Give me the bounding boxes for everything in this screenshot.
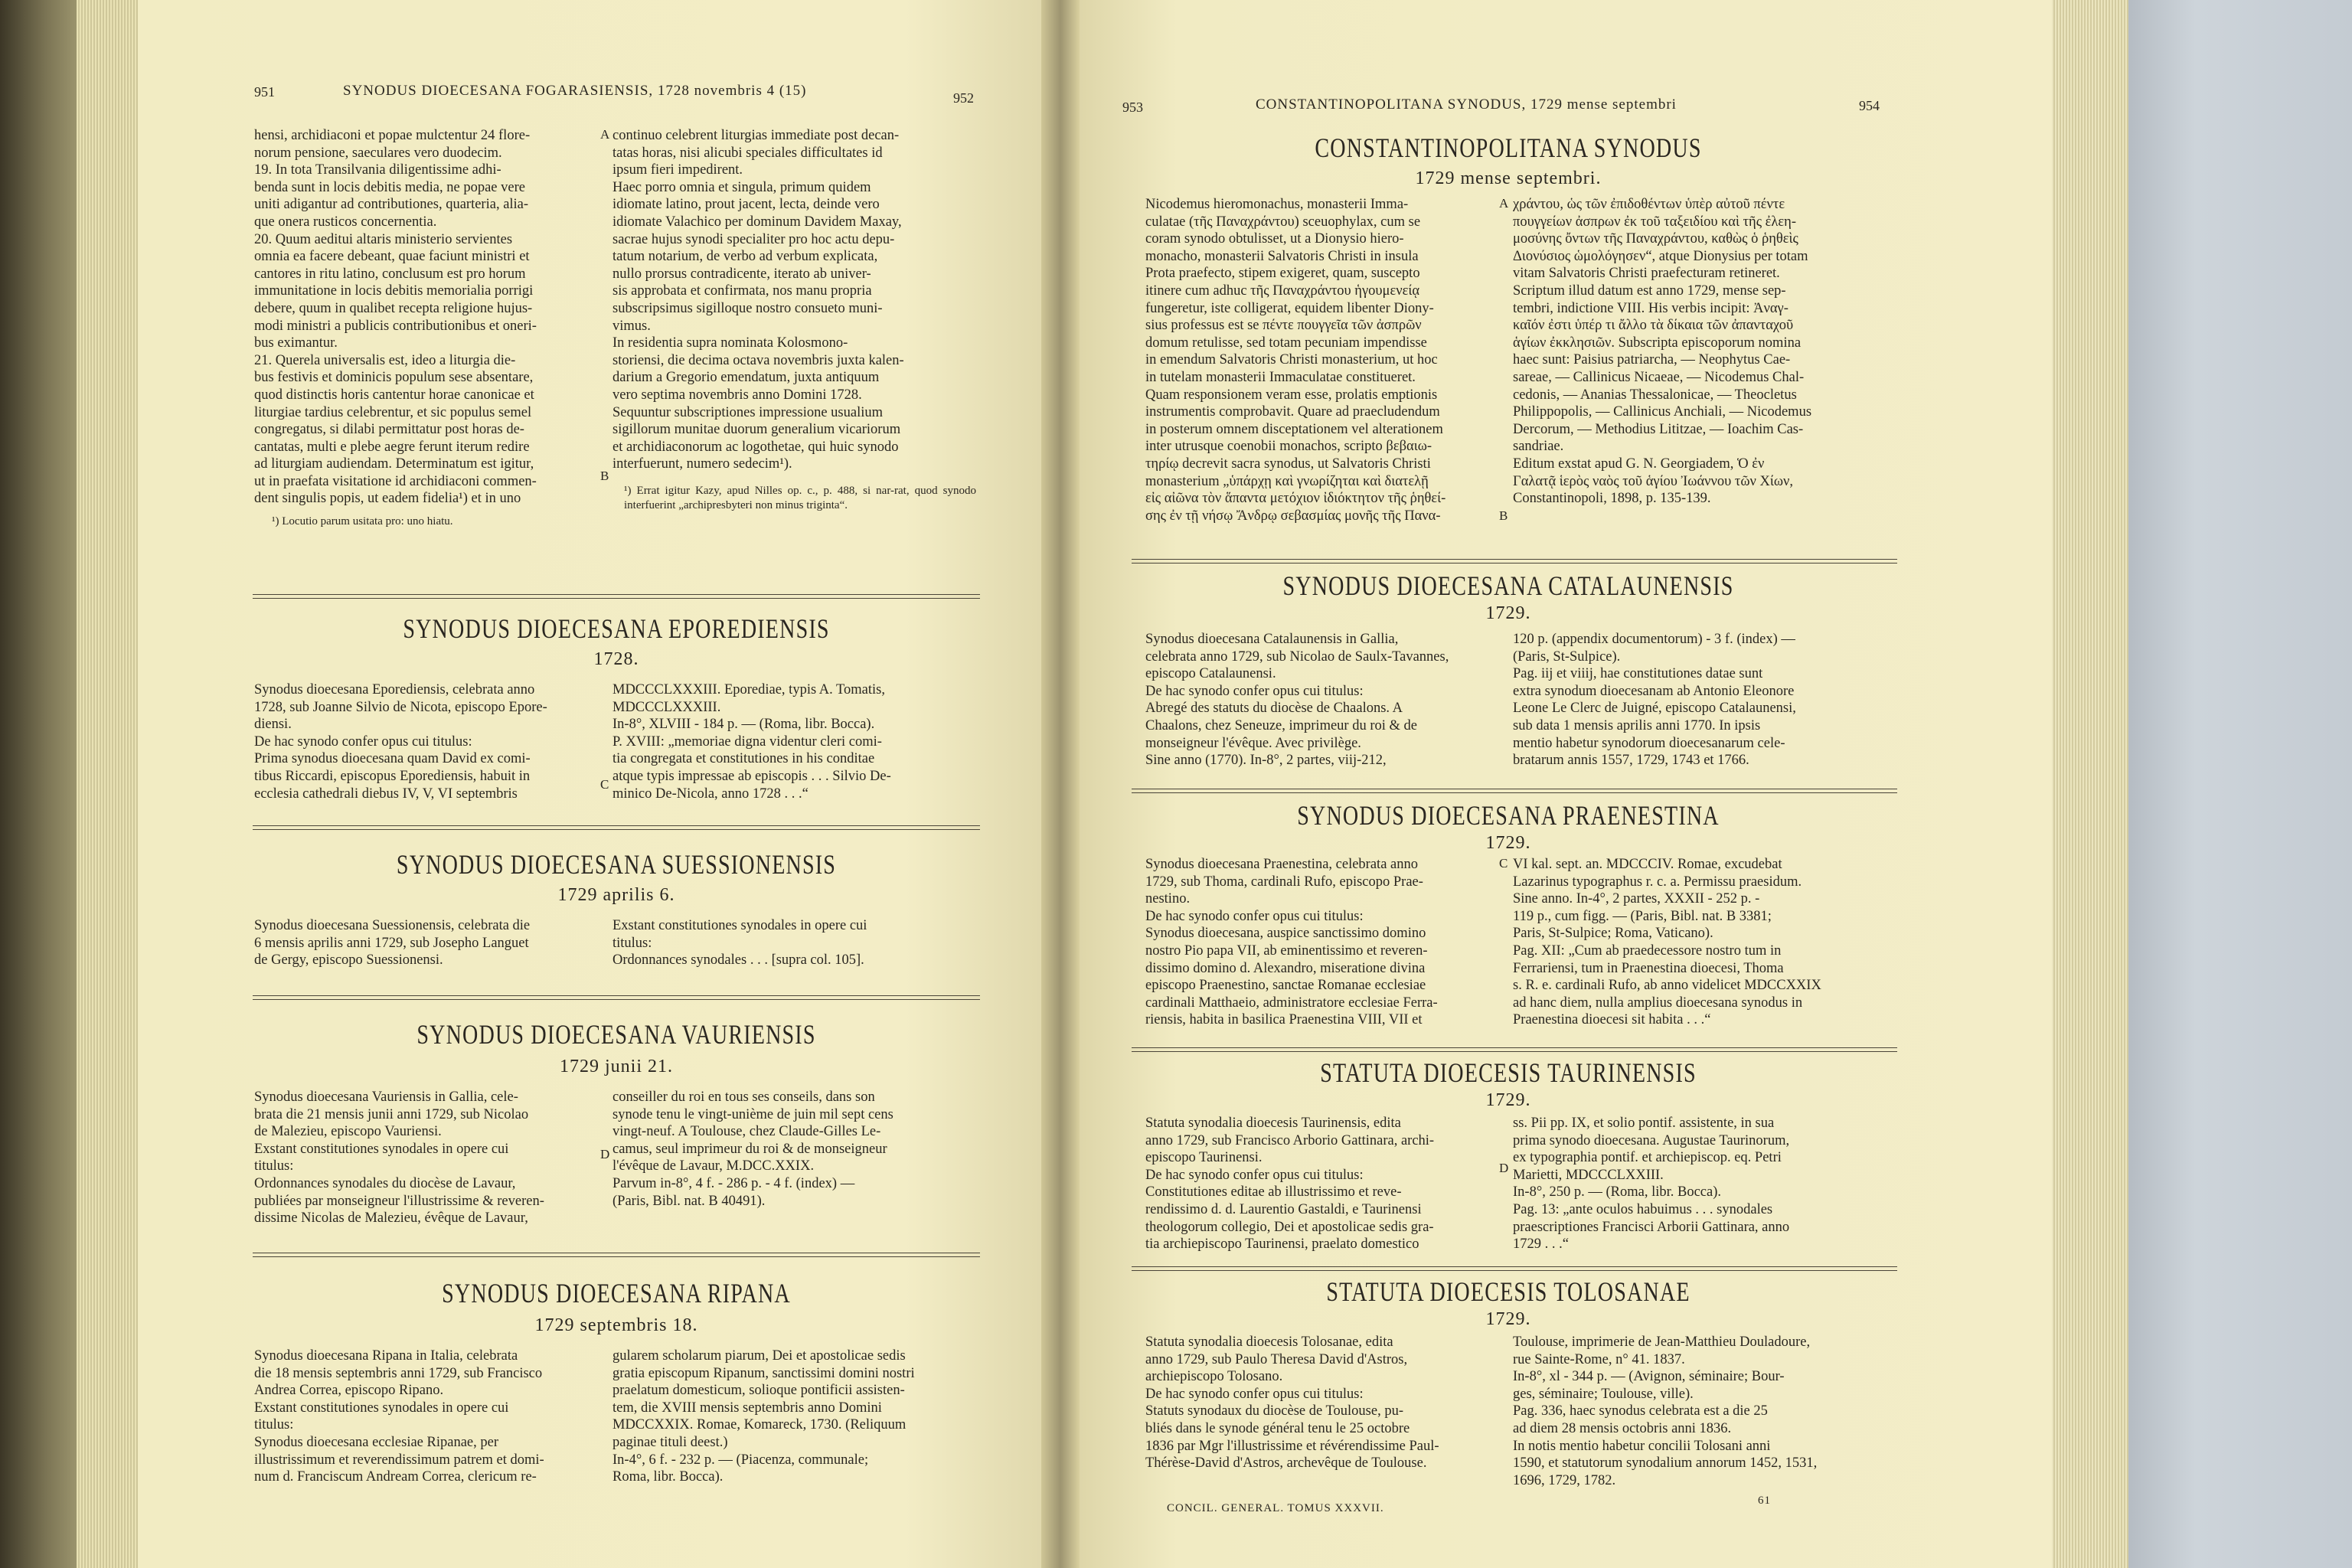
text-line: ecclesia cathedrali diebus IV, V, VI septembris (254, 786, 518, 802)
text-line: culatae (τῆς Παναχράντου) sceuophylax, cum se (1145, 214, 1421, 230)
text-line: Pag. 336, haec synodus celebrata est a die 25 (1513, 1403, 1768, 1419)
section-rule (1132, 789, 1897, 793)
running-header: SYNODUS DIOECESANA FOGARASIENSIS, 1728 novembris 4 (15) (343, 83, 807, 99)
text-line: MDCCCLXXXIII. (612, 699, 721, 715)
text-line: tia congregata et constitutiones in his conditae (612, 751, 875, 767)
text-line: in emendum Salvatoris Christi monasterium, ut hoc (1145, 352, 1438, 368)
text-line: Chaalons, chez Seneuze, imprimeur du roi & de (1145, 717, 1417, 733)
text-line: Ordonnances synodales . . . [supra col. 105]. (612, 952, 864, 969)
text-line: Synodus dioecesana Suessionensis, celebrata die (254, 918, 531, 933)
text-column (1145, 856, 1498, 1029)
text-line: Editum exstat apud G. N. Georgiadem, Ὁ ἐν (1513, 456, 1765, 472)
text-line: Διονύσιος ὡμολόγησεν“, atque Dionysius per totam (1513, 248, 1808, 264)
text-column (1145, 1334, 1498, 1472)
text-line: P. XVIII: „memoriae digna videntur cleri comi- (612, 733, 882, 750)
text-line: in tutelam monasterii Immaculatae constitueret. (1145, 369, 1416, 385)
margin-letter: C (1499, 856, 1508, 871)
text-column (612, 1348, 978, 1486)
text-line: continuo celebrent liturgias immediate post decan- (612, 128, 900, 143)
text-line: praescriptiones Francisci Arborii Gattinara, anno (1513, 1219, 1790, 1235)
text-line: Praenestina dioecesi sit habita . . .“ (1513, 1012, 1711, 1028)
text-line: Toulouse, imprimerie de Jean-Matthieu Douladoure, (1513, 1334, 1811, 1350)
text-line: VI kal. sept. an. MDCCCIV. Romae, excudebat (1513, 857, 1782, 872)
text-line: nostro Pio papa VII, ab eminentissimo et reveren- (1145, 942, 1428, 959)
section-title: SYNODUS DIOECESANA EPOREDIENSIS (403, 613, 830, 644)
column-number: 954 (1859, 98, 1880, 113)
section-date: 1729. (1485, 1309, 1531, 1329)
section-date: 1729. (1485, 833, 1531, 853)
text-line: In-4°, 6 f. - 232 p. — (Piacenza, communale; (612, 1452, 869, 1468)
text-line: Statuts synodaux du diocèse de Toulouse, pu- (1145, 1403, 1403, 1419)
section-title: CONSTANTINOPOLITANA SYNODUS (1315, 132, 1702, 163)
section-date: 1728. (593, 649, 639, 669)
text-line: publiées par monseigneur l'illustrissime & reveren- (254, 1193, 544, 1209)
text-line: bliés dans le synode général tenu le 25 octobre (1145, 1420, 1410, 1436)
text-line: tatum notarium, de verbo ad verbum explicata, (612, 249, 878, 265)
text-line: Marietti, MDCCCLXXIII. (1513, 1167, 1664, 1183)
text-line: brata die 21 mensis junii anni 1729, sub Nicolao (254, 1106, 529, 1122)
column-number: 951 (254, 84, 275, 100)
text-line: Abregé des statuts du diocèse de Chaalons. A (1145, 701, 1403, 717)
text-line: fungeretur, iste colligerat, equidem libenter Diony- (1145, 300, 1434, 316)
text-line: Synodus dioecesana Vauriensis in Gallia, cele- (254, 1089, 518, 1105)
text-line: τηρίῳ decrevit sacra synodus, ut Salvatoris Christi (1145, 456, 1431, 472)
text-column (1513, 1115, 1888, 1253)
text-line: vingt-neuf. A Toulouse, chez Claude-Gilles Le- (612, 1124, 881, 1140)
footnote: ¹) Errat igitur Kazy, apud Nilles op. c., p. 488, si nar-rat, quod synodo interfuerint „archipresbyteri non minus triginta“. (624, 485, 976, 511)
text-line: In-8°, 250 p. — (Roma, libr. Bocca). (1513, 1184, 1721, 1200)
section-title: SYNODUS DIOECESANA SUESSIONENSIS (396, 849, 837, 880)
text-line: πουγγείων ἀσπρων ἐκ τοῦ ταξειδίου καὶ τῆς ἐλεη- (1513, 214, 1796, 230)
text-line: (Paris, Bibl. nat. B 40491). (612, 1193, 766, 1209)
text-line: liturgiae tardius celebrentur, et sic populus semel (254, 404, 532, 420)
text-column (1145, 631, 1498, 769)
text-line: tatas horas, nisi alicubi speciales difficultates id (612, 145, 883, 161)
text-line: 1729, sub Thoma, cardinali Rufo, episcopo Prae- (1145, 874, 1423, 890)
section-rule (253, 1253, 980, 1257)
text-line: archiepiscopo Tolosano. (1145, 1369, 1283, 1385)
text-line: Dercorum, — Methodius Lititzae, — Ioachim Cas- (1513, 421, 1804, 437)
text-line: Thérèse-David d'Astros, archevêque de Toulouse. (1145, 1455, 1427, 1472)
text-line: sis approbata et confirmata, nos manu propria (612, 283, 872, 299)
text-line: ss. Pii pp. IX, et solio pontif. assistente, in sua (1513, 1116, 1775, 1131)
text-line: Sequuntur subscriptiones impressione usualium (612, 404, 884, 420)
text-line: tembri, indictione VIII. His verbis incipit: Ἀναγ- (1513, 300, 1788, 316)
text-column (1513, 856, 1888, 1029)
text-line: 6 mensis aprilis anni 1729, sub Josepho Languet (254, 935, 529, 951)
text-line: σης ἐν τῇ νήσῳ Ἄνδρῳ σεβασμίας μονῆς τῆς Πανα- (1145, 508, 1441, 524)
text-line: die 18 mensis septembris anni 1729, sub Francisco (254, 1365, 543, 1381)
text-line: Constantinopoli, 1898, p. 135-139. (1513, 491, 1711, 507)
text-line: vero septima novembris anno Domini 1728. (612, 387, 862, 403)
section-title: SYNODUS DIOECESANA VAURIENSIS (416, 1019, 816, 1050)
text-line: Synodus dioecesana Praenestina, celebrata anno (1145, 857, 1418, 872)
text-line: episcopo Catalaunensi. (1145, 666, 1276, 682)
text-column (612, 127, 978, 473)
text-line: De hac synodo confer opus cui titulus: (254, 733, 472, 750)
background-left (0, 0, 77, 1568)
text-line: congregatus, si dilabi permittatur post horas de- (254, 422, 524, 438)
text-line: 1696, 1729, 1782. (1513, 1472, 1616, 1488)
text-line: 1728, sub Joanne Silvio de Nicota, episcopo Epore- (254, 699, 547, 715)
text-line: illustrissimum et reverendissimum patrem et domi- (254, 1452, 544, 1468)
text-line: χράντου, ὡς τῶν ἐπιδοθέντων ὑπὲρ αὐτοῦ πέντε (1513, 197, 1785, 212)
text-line: 19. In tota Transilvania diligentissime adhi- (254, 162, 501, 178)
text-line: benda sunt in locis debitis media, ne popae vere (254, 179, 525, 195)
text-line: episcopo Praenestino, sanctae Romanae ecclesiae (1145, 978, 1426, 994)
section-date: 1729. (1485, 603, 1531, 623)
footnote: ¹) Locutio parum usitata pro: uno hiatu. (272, 515, 453, 528)
text-line: theologorum collegio, Dei et apostolicae sedis gra- (1145, 1219, 1434, 1235)
text-line: nestino. (1145, 891, 1191, 907)
text-column (254, 1348, 599, 1486)
text-line: dissime Nicolas de Malezieu, évêque de Lavaur, (254, 1210, 528, 1227)
text-line: μοσύνης ὄντων τῆς Παναχράντου, καθὼς ὁ ῥηθεὶς (1513, 231, 1798, 247)
section-date: 1729 septembris 18. (534, 1315, 698, 1335)
text-line: Ordonnances synodales du diocèse de Lavaur, (254, 1175, 516, 1191)
text-line: hensi, archidiaconi et popae mulctentur 24 flore- (254, 128, 531, 143)
background-right (2128, 0, 2352, 1568)
text-line: Roma, libr. Bocca). (612, 1469, 724, 1485)
text-line: l'évêque de Lavaur, M.DCC.XXIX. (612, 1158, 815, 1174)
section-title: SYNODUS DIOECESANA RIPANA (442, 1278, 791, 1308)
text-line: anno 1729, sub Paulo Theresa David d'Astros, (1145, 1351, 1408, 1367)
text-line: Quam responsionem veram esse, prolatis emptionis (1145, 387, 1438, 403)
text-line: debere, quum in qualibet recepta religione hujus- (254, 300, 533, 316)
text-line: Ferrariensi, tum in Praenestina dioecesi, Thoma (1513, 960, 1784, 976)
section-rule (1132, 559, 1897, 564)
text-line: 21. Querela universalis est, ideo a liturgia die- (254, 352, 516, 368)
margin-letter: B (600, 469, 609, 483)
text-line: et archidiaconorum ac logothetae, qui huic synodo (612, 439, 899, 455)
text-line: sacrae hujus synodi specialiter pro hoc actu depu- (612, 231, 895, 247)
text-line: (Paris, St-Sulpice). (1513, 648, 1621, 665)
text-column (1145, 1115, 1498, 1253)
column-number: 953 (1122, 100, 1143, 115)
text-line: bratarum annis 1557, 1729, 1743 et 1766. (1513, 753, 1749, 769)
text-line: modi ministri a publicis contributionibus et oneri- (254, 318, 537, 334)
text-column (1145, 196, 1498, 524)
section-rule (1132, 1047, 1897, 1052)
margin-letter: A (600, 127, 610, 142)
text-line: atque typis impressae ab episcopis . . . Silvio De- (612, 768, 891, 784)
text-line: Sine anno. In-4°, 2 partes, XXXII - 252 p. - (1513, 891, 1760, 907)
text-line: darium a Gregorio emendatum, juxta antiquum (612, 370, 880, 386)
text-line: haec sunt: Paisius patriarcha, — Neophytus Cae- (1513, 352, 1791, 368)
text-line: sius professus est se πέντε πουγγεῖα τῶν ἀσπρῶν (1145, 318, 1422, 334)
text-line: Lazarinus typographus r. c. a. Permissu praesidum. (1513, 874, 1802, 890)
text-line: quod distinctis horis cantentur horae canonicae et (254, 387, 534, 403)
section-rule (253, 825, 980, 830)
text-line: 119 p., cum figg. — (Paris, Bibl. nat. B 3381; (1513, 908, 1772, 924)
text-line: Scriptum illud datum est anno 1729, mense sep- (1513, 283, 1786, 299)
text-line: ex typographia pontif. et archiepiscop. eq. Petri (1513, 1150, 1782, 1166)
text-column (254, 127, 599, 508)
text-line: inter utrusque coenobii monachos, scripto βεβαιω- (1145, 439, 1432, 455)
text-line: Exstant constitutiones synodales in opere cui (612, 918, 867, 933)
text-line: 1590, et statutorum synodalium annorum 1452, 1531, (1513, 1455, 1818, 1472)
text-line: monseigneur l'évêque. Avec privilège. (1145, 735, 1361, 751)
text-line: gularem scholarum piarum, Dei et apostolicae sedis (612, 1348, 906, 1364)
text-line: idiomate latino, prout jacent, lecta, deinde vero (612, 197, 880, 213)
text-line: monacho, monasterii Salvatoris Christi in insula (1145, 248, 1419, 264)
text-line: coram synodo obtulisset, ut a Dionysio hiero- (1145, 231, 1404, 247)
margin-letter: C (600, 777, 609, 792)
text-line: extra synodum dioecesanam ab Antonio Eleonore (1513, 683, 1795, 699)
text-line: Prota praefecto, stipem exigeret, quam, suscepto (1145, 266, 1420, 282)
text-line: minico De-Nicola, anno 1728 . . .“ (612, 786, 808, 802)
text-line: ad liturgiam audiendam. Determinatum est igitur, (254, 456, 534, 472)
text-line: MDCCCLXXXIII. Eporediae, typis A. Tomatis, (612, 682, 885, 697)
text-line: bus eximantur. (254, 335, 338, 351)
text-line: idiomate Valachico per dominum Davidem Maxay, (612, 214, 902, 230)
text-line: Paris, St-Sulpice; Roma, Vaticano). (1513, 926, 1713, 942)
text-line: prima synodo dioecesana. Augustae Taurinorum, (1513, 1132, 1790, 1148)
text-line: norum pensione, saeculares vero duodecim. (254, 145, 502, 161)
text-line: num d. Franciscum Andream Correa, clericum re- (254, 1469, 537, 1485)
text-line: cedonis, — Ananias Thessalonicae, — Theocletus (1513, 387, 1797, 403)
text-line: Haec porro omnia et singula, primum quidem (612, 179, 871, 195)
page-edges-right (2052, 0, 2128, 1568)
text-line: εἰς αἰῶνα τὸν ἅπαντα μετόχιον ἰδιόκτητον τῆς ῥηθεί- (1145, 491, 1446, 507)
text-line: ad hanc diem, nulla amplius dioecesana synodus in (1513, 995, 1803, 1011)
margin-letter: B (1499, 508, 1508, 523)
text-line: uniti adigantur ad contributiones, quarteria, alia- (254, 197, 529, 213)
text-line: Sine anno (1770). In-8°, 2 partes, viij-212, (1145, 753, 1387, 769)
section-rule (253, 594, 980, 599)
text-line: Γαλατᾷ ἱερὸς ναὸς τοῦ ἁγίου Ἰωάννου τῶν Χίων, (1513, 473, 1794, 489)
text-line: De hac synodo confer opus cui titulus: (1145, 908, 1364, 924)
text-line: In residentia supra nominata Kolosmono- (612, 335, 848, 351)
text-line: De hac synodo confer opus cui titulus: (1145, 1167, 1364, 1183)
text-line: synode tenu le vingt-unième de juin mil sept cens (612, 1106, 893, 1122)
text-line: Parvum in-8°, 4 f. - 286 p. - 4 f. (index) — (612, 1175, 855, 1191)
text-line: Statuta synodalia dioecesis Tolosanae, edita (1145, 1334, 1393, 1350)
text-line: Synodus dioecesana Eporediensis, celebrata anno (254, 682, 535, 697)
margin-letter: D (600, 1147, 610, 1161)
section-date: 1729. (1485, 1090, 1531, 1110)
text-line: ipsum fieri impedirent. (612, 162, 743, 178)
text-column (1513, 631, 1888, 769)
text-column (1513, 196, 1888, 508)
text-line: MDCCXXIX. Romae, Komareck, 1730. (Reliquum (612, 1417, 906, 1433)
text-line: ges, séminaire; Toulouse, ville). (1513, 1386, 1694, 1402)
text-line: Philippopolis, — Callinicus Anchiali, — Nicodemus (1513, 404, 1812, 420)
text-line: In-8°, XLVIII - 184 p. — (Roma, libr. Bocca). (612, 717, 875, 733)
text-line: s. R. e. cardinali Rufo, ab anno videlicet MDCCXXIX (1513, 978, 1821, 994)
text-column (254, 917, 599, 969)
section-date: 1729 aprilis 6. (557, 885, 675, 905)
column-number: 952 (953, 90, 974, 106)
text-column (612, 917, 978, 969)
section-title: SYNODUS DIOECESANA PRAENESTINA (1297, 800, 1720, 831)
sheet-number: 61 (1758, 1494, 1771, 1507)
text-line: cantores in ritu latino, conclusum est pro horum (254, 266, 526, 282)
text-line: In-8°, xl - 344 p. — (Avignon, séminaire; Bour- (1513, 1369, 1785, 1385)
text-line: anno 1729, sub Francisco Arborio Gattinara, archi- (1145, 1132, 1435, 1148)
text-line: omnia ea facere debeant, quae faciunt ministri et (254, 249, 530, 265)
text-line: In notis mentio habetur concilii Tolosani anni (1513, 1438, 1771, 1454)
text-line: Pag. 13: „ante oculos habuimus . . . synodales (1513, 1201, 1773, 1217)
section-title: STATUTA DIOECESIS TAURINENSIS (1320, 1057, 1697, 1088)
text-line: nullo prorsus contradicente, iterato ab univer- (612, 266, 871, 282)
text-line: vitam Salvatoris Christi praefecturam retineret. (1513, 266, 1780, 282)
section-title: STATUTA DIOECESIS TOLOSANAE (1326, 1276, 1690, 1307)
text-line: καῖόν ἐστι ὑπέρ τι ἄλλο τὰ δίκαια τῶν ἀπανταχοῦ (1513, 318, 1794, 334)
text-line: ἁγίων ἐκκλησιῶν. Subscripta episcoporum nomina (1513, 335, 1802, 351)
text-line: cardinali Matthaeio, administratore ecclesiae Ferra- (1145, 995, 1438, 1011)
text-line: 20. Quum aeditui altaris ministerio servientes (254, 231, 513, 247)
text-line: gratia episcopum Ripanum, sanctissimi domini nostri (612, 1365, 915, 1381)
text-line: De hac synodo confer opus cui titulus: (1145, 1386, 1364, 1402)
text-line: ut in praefata visitatione id archidiaconi commen- (254, 473, 537, 489)
section-title: SYNODUS DIOECESANA CATALAUNENSIS (1282, 570, 1734, 601)
text-column (612, 1089, 978, 1210)
text-line: paginae tituli deest.) (612, 1434, 728, 1450)
book-gutter (1041, 0, 1080, 1568)
text-line: ad diem 28 mensis octobris anni 1836. (1513, 1420, 1732, 1436)
margin-letter: D (1499, 1161, 1509, 1175)
text-line: Exstant constitutiones synodales in opere cui (254, 1400, 509, 1416)
text-line: que onera rusticos concernentia. (254, 214, 437, 230)
text-line: de Malezieu, episcopo Vauriensi. (254, 1124, 442, 1140)
text-line: sigillorum munitae duorum generalium vicariorum (612, 422, 901, 438)
text-line: tem, die XVIII mensis septembris anno Domini (612, 1400, 882, 1416)
text-line: in posterum omnem disceptationem vel alterationem (1145, 421, 1443, 437)
section-date: 1729 junii 21. (559, 1057, 673, 1076)
text-line: monasterium „ὑπάρχῃ καὶ γνωρίζηται καὶ διατελῇ (1145, 473, 1429, 489)
text-line: immunitatione in locis debitis memorialia porrigi (254, 283, 534, 299)
text-line: De hac synodo confer opus cui titulus: (1145, 683, 1364, 699)
text-line: camus, seul imprimeur du roi & de monseigneur (612, 1141, 887, 1157)
text-line: bus festivis et dominicis populum sese absentare, (254, 370, 534, 386)
text-column (254, 681, 599, 802)
text-line: rendissimo d. d. Laurentio Gastaldi, e Taurinensi (1145, 1201, 1422, 1217)
text-line: de Gergy, episcopo Suessionensi. (254, 952, 443, 969)
text-line: sareae, — Callinicus Nicaeae, — Nicodemus Chal- (1513, 369, 1805, 385)
text-line: conseiller du roi en tous ses conseils, dans son (612, 1089, 875, 1105)
printer-signature: CONCIL. GENERAL. TOMUS XXXVII. (1167, 1502, 1384, 1514)
text-line: episcopo Taurinensi. (1145, 1150, 1263, 1166)
text-line: Pag. XII: „Cum ab praedecessore nostro tum in (1513, 942, 1782, 959)
text-line: Pag. iij et viiij, hae constitutiones datae sunt (1513, 666, 1763, 682)
text-line: Constitutiones editae ab illustrissimo et reve- (1145, 1184, 1402, 1200)
section-rule (253, 995, 980, 1000)
text-line: domum retulisse, sed totam pecuniam impendisse (1145, 335, 1427, 351)
text-line: praelatum domesticum, solioque pontificii assisten- (612, 1383, 905, 1399)
text-line: Statuta synodalia dioecesis Taurinensis, edita (1145, 1116, 1401, 1131)
text-line: titulus: (254, 1417, 294, 1433)
text-line: sub data 1 mensis aprilis anni 1770. In ipsis (1513, 717, 1761, 733)
text-line: Synodus dioecesana ecclesiae Ripanae, per (254, 1434, 498, 1450)
text-line: vimus. (612, 318, 651, 334)
text-line: Synodus dioecesana, auspice sanctissimo domino (1145, 926, 1426, 942)
text-column (612, 681, 978, 802)
text-line: Leone Le Clerc de Juigné, episcopo Catalaunensi, (1513, 701, 1796, 717)
text-line: dent singulis popis, ut eadem fidelia¹) et in uno (254, 491, 521, 507)
section-rule (1132, 1266, 1897, 1271)
text-line: interfuerunt, numero sedecim¹). (612, 456, 792, 472)
section-date: 1729 mense septembri. (1415, 168, 1602, 188)
text-line: subscripsimus sigilloque nostro consueto muni- (612, 300, 883, 316)
running-header: CONSTANTINOPOLITANA SYNODUS, 1729 mense septembri (1256, 96, 1677, 113)
text-line: 1836 par Mgr l'illustrissime et révérendissime Paul- (1145, 1438, 1439, 1454)
text-column (1513, 1334, 1888, 1489)
text-line: titulus: (612, 935, 652, 951)
text-column (254, 1089, 599, 1227)
text-line: mentio habetur synodorum dioecesanarum cele- (1513, 735, 1785, 751)
text-line: rue Sainte-Rome, n° 41. 1837. (1513, 1351, 1685, 1367)
text-line: diensi. (254, 717, 292, 733)
text-line: sandriae. (1513, 439, 1564, 455)
text-line: tia archiepiscopo Taurinensi, praelato domestico (1145, 1236, 1419, 1253)
text-line: riensis, habita in basilica Praenestina VIII, VII et (1145, 1012, 1423, 1028)
text-line: Prima synodus dioecesana quam David ex comi- (254, 751, 531, 767)
text-line: Nicodemus hieromonachus, monasterii Imma- (1145, 197, 1409, 212)
text-line: cantatas, multi e plebe aegre ferunt iterum redire (254, 439, 530, 455)
text-line: tibus Riccardi, episcopus Eporediensis, habuit in (254, 768, 531, 784)
text-line: dissimo domino d. Alexandro, miseratione divina (1145, 960, 1426, 976)
margin-letter: A (1499, 196, 1509, 211)
text-line: itinere cum adhuc τῆς Παναχράντου ἡγουμενείᾳ (1145, 283, 1420, 299)
text-line: Synodus dioecesana Catalaunensis in Gallia, (1145, 632, 1399, 647)
text-line: titulus: (254, 1158, 294, 1174)
text-line: 1729 . . .“ (1513, 1236, 1569, 1253)
text-line: celebrata anno 1729, sub Nicolao de Saulx-Tavannes, (1145, 648, 1449, 665)
text-line: instrumentis comprobavit. Quare ad praecludendum (1145, 404, 1440, 420)
text-line: Exstant constitutiones synodales in opere cui (254, 1141, 509, 1157)
text-line: 120 p. (appendix documentorum) - 3 f. (index) — (1513, 632, 1795, 647)
text-line: storiensi, die decima octava novembris juxta kalen- (612, 352, 904, 368)
text-line: Synodus dioecesana Ripana in Italia, celebrata (254, 1348, 518, 1364)
page-edges-left (77, 0, 138, 1568)
text-line: Andrea Correa, episcopo Ripano. (254, 1383, 444, 1399)
